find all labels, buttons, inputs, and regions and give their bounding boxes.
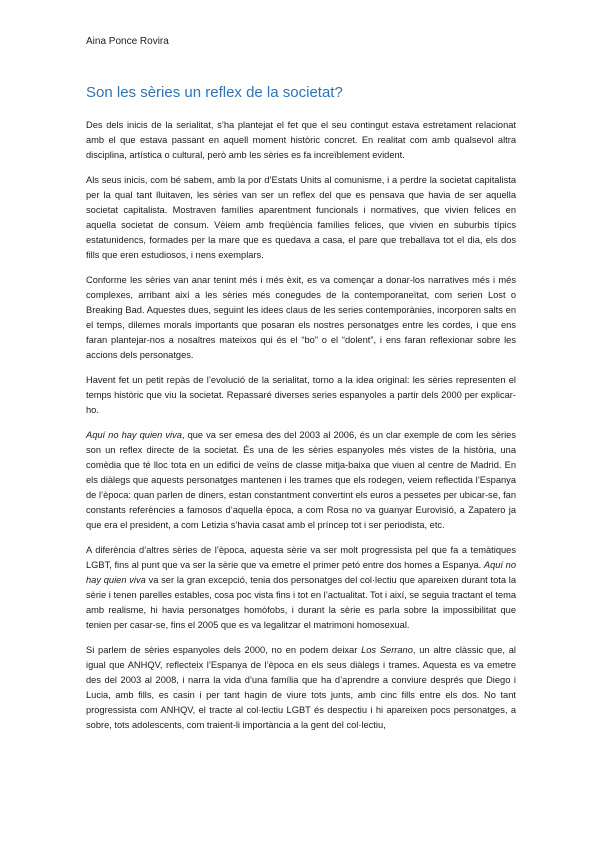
paragraph-2 [86,173,516,263]
series-title-italic: Los Serrano [361,645,413,655]
paragraph-text: A diferència d’altres sèries de l’època, aquesta sèrie va ser molt progressista pel que fa a temàtiques LGBT, fins al punt que va ser la sèrie que va emetre el primer petó entre dos homes a Espanya. [86,545,516,570]
page-title: Son les sèries un reflex de la societat? [86,84,343,101]
paragraph-text: , que va ser emesa des del 2003 al 2006, és un clar exemple de com les sèries son un reflex directe de la societat. És una de les sèries espanyoles més vistes de la història, una comèdia que té lloc tota en un edifici de veïns de classe mitja-baixa que viuen al centre de Madrid. En els diàlegs que aquests personatges mantenen i les trames que els rodegen, veiem reflectida l’Espanya de l’època: quan parlen de diners, estan constantment convertint els euros a pessetes per ubicar-se, fan constants referències a famosos d’aquella època, a com Rosa no va guanyar Eurovisió, a Zapatero ja que era el president, a com Letizia s’havia casat amb el príncep tot i ser periodista, etc. [86,430,516,530]
paragraph-text: Si parlem de sèries espanyoles dels 2000, no en podem deixar [86,645,362,655]
paragraph-text: va ser la gran excepció, tenia dos personatges del col·lectiu que apareixen durant tota la sèrie i tenen parelles estables, cosa poc vista fins i tot en l’actualitat. Tot i així, se seguia tractant el tema amb realisme, hi havia personatges homòfobs, i durant la sèrie es parla sobre la impossibilitat que tenien per casar-se, fins el 2005 que es va legalitzar el matrimoni homosexual. [86,575,516,630]
paragraph-6 [86,543,516,633]
paragraph-text: , un altre clàssic que, al igual que ANHQV, reflecteix l’Espanya de l’època en els seus diàlegs i trames. Aquesta es va emetre des del 2003 al 2008, i narra la vida d’una família que ha d’aprendre a conviure després que Diego i Lucia, amb fills, es casin i per tant hagin de viure tots junts, amb cinc fills entre els dos. No tant progressista com ANHQV, el tracte al col·lectiu LGBT és despectiu i hi apareixen pocs personatges, a sobre, tots adolescents, com traient-li importància a la gent del col·lectiu, [86,645,516,730]
paragraph-text: Als seus inicis, com bé sabem, amb la por d’Estats Units al comunisme, i a perdre la societat capitalista per la qual tant lluitaven, les sèries van ser un reflex del que es pensava que havia de ser aquella societat capitalista. Mostraven famílies aparentment funcionals i normatives, que vivien felices en aquella societat de consum. Vèiem amb freqüència famílies felices, que vivien en suburbis típics estatunidencs, formades per la mare que es quedava a casa, el pare que treballava tot el dia, els dos fills que eren estudiosos, i nens exemplars. [86,175,516,260]
paragraph-5 [86,428,516,533]
paragraph-text: Conforme les sèries van anar tenint més i més èxit, es va començar a donar-los narratives més i més complexes, arribant així a les sèries més conegudes de la contemporaneïtat, com serien Lost o Breaking Bad. Aquestes dues, seguint les idees claus de les series contemporànies, incorporen salts en el temps, dilemes morals importants que posaran els nostres personatges entre les cordes, i que ens faran plantejar-nos a nosaltres mateixos qui és el “bo” o el “dolent”, i ens faran reflexionar sobre les accions dels personatges. [86,275,516,360]
series-title-italic: Aquí no hay quien viva [86,560,516,585]
paragraph-text: Havent fet un petit repàs de l’evolució de la serialitat, torno a la idea original: les sèries representen el temps històric que viu la societat. Repassaré diverses series espanyoles a partir dels 2000 per explicar-ho. [86,375,516,415]
header-author: Aina Ponce Rovira [86,36,169,47]
paragraph-1 [86,118,516,163]
paragraph-4 [86,373,516,418]
paragraph-7 [86,643,516,733]
paragraph-text: Des dels inicis de la serialitat, s’ha plantejat el fet que el seu contingut estava estretament relacionat amb el que estava passant en aquell moment històric concret. En realitat com amb qualsevol altra disciplina, artística o cultural, però amb les sèries es fa increïblement evident. [86,120,516,160]
series-title-italic: Aquí no hay quien viva [86,430,182,440]
paragraph-3 [86,273,516,363]
document-body [86,118,516,743]
